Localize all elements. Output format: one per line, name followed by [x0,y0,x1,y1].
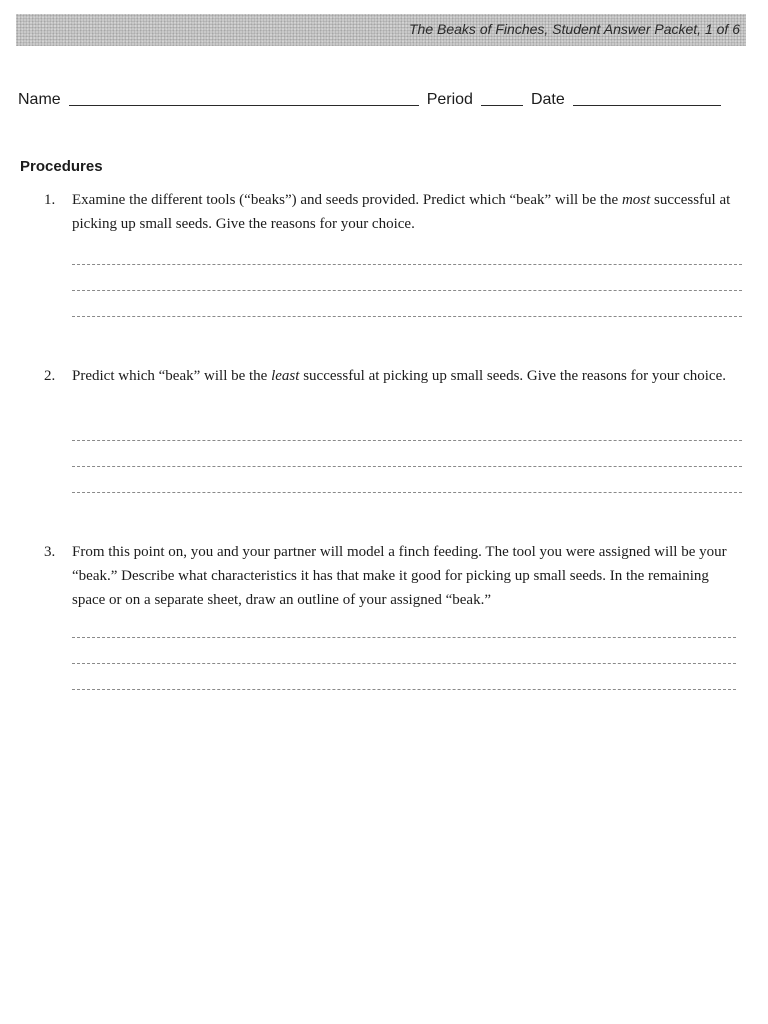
question-2-text [72,364,744,388]
student-info-row [18,86,740,110]
question-1-number: 1. [44,192,56,208]
page-header-title: The Beaks of Finches, Student Answer Packet, 1 of 6 [409,21,740,37]
answer-line[interactable] [72,663,736,664]
answer-line[interactable] [72,264,742,265]
name-field[interactable] [69,87,419,106]
question-2 [44,364,744,388]
period-label: Period [426,91,473,108]
question-2-text-part: Predict which “beak” will be the [72,368,272,384]
question-3 [44,540,744,612]
period-field[interactable] [481,87,523,106]
question-2-emphasis: least [271,368,300,384]
question-1-text [72,188,744,236]
answer-line[interactable] [72,290,742,291]
date-label: Date [530,91,565,108]
page-header-band [16,14,746,46]
question-2-text-part: successful at picking up small seeds. Give the reasons for your choice. [299,368,727,384]
question-2-number: 2. [44,368,56,384]
date-field[interactable] [573,87,721,106]
question-1-emphasis: most [621,192,651,208]
answer-line[interactable] [72,440,742,441]
answer-line[interactable] [72,466,742,467]
question-1-text-part: successful at picking up small seeds. Give the reasons for your choice. [72,192,731,232]
answer-line[interactable] [72,637,736,638]
answer-line[interactable] [72,492,742,493]
name-label: Name [18,91,61,108]
question-3-text: From this point on, you and your partner will model a finch feeding. The tool you were assigned will be your “beak.” Describe what characteristics it has that make it good for picking up small seeds. In the remaining space or on a separate sheet, draw an outline of your assigned “beak.” [72,544,727,608]
question-3-number: 3. [44,544,56,560]
question-1 [44,188,744,236]
answer-line[interactable] [72,689,736,690]
question-1-text-part: Examine the different tools (“beaks”) and seeds provided. Predict which “beak” will be the [72,192,622,208]
answer-line[interactable] [72,316,742,317]
procedures-heading: Procedures [20,158,103,175]
